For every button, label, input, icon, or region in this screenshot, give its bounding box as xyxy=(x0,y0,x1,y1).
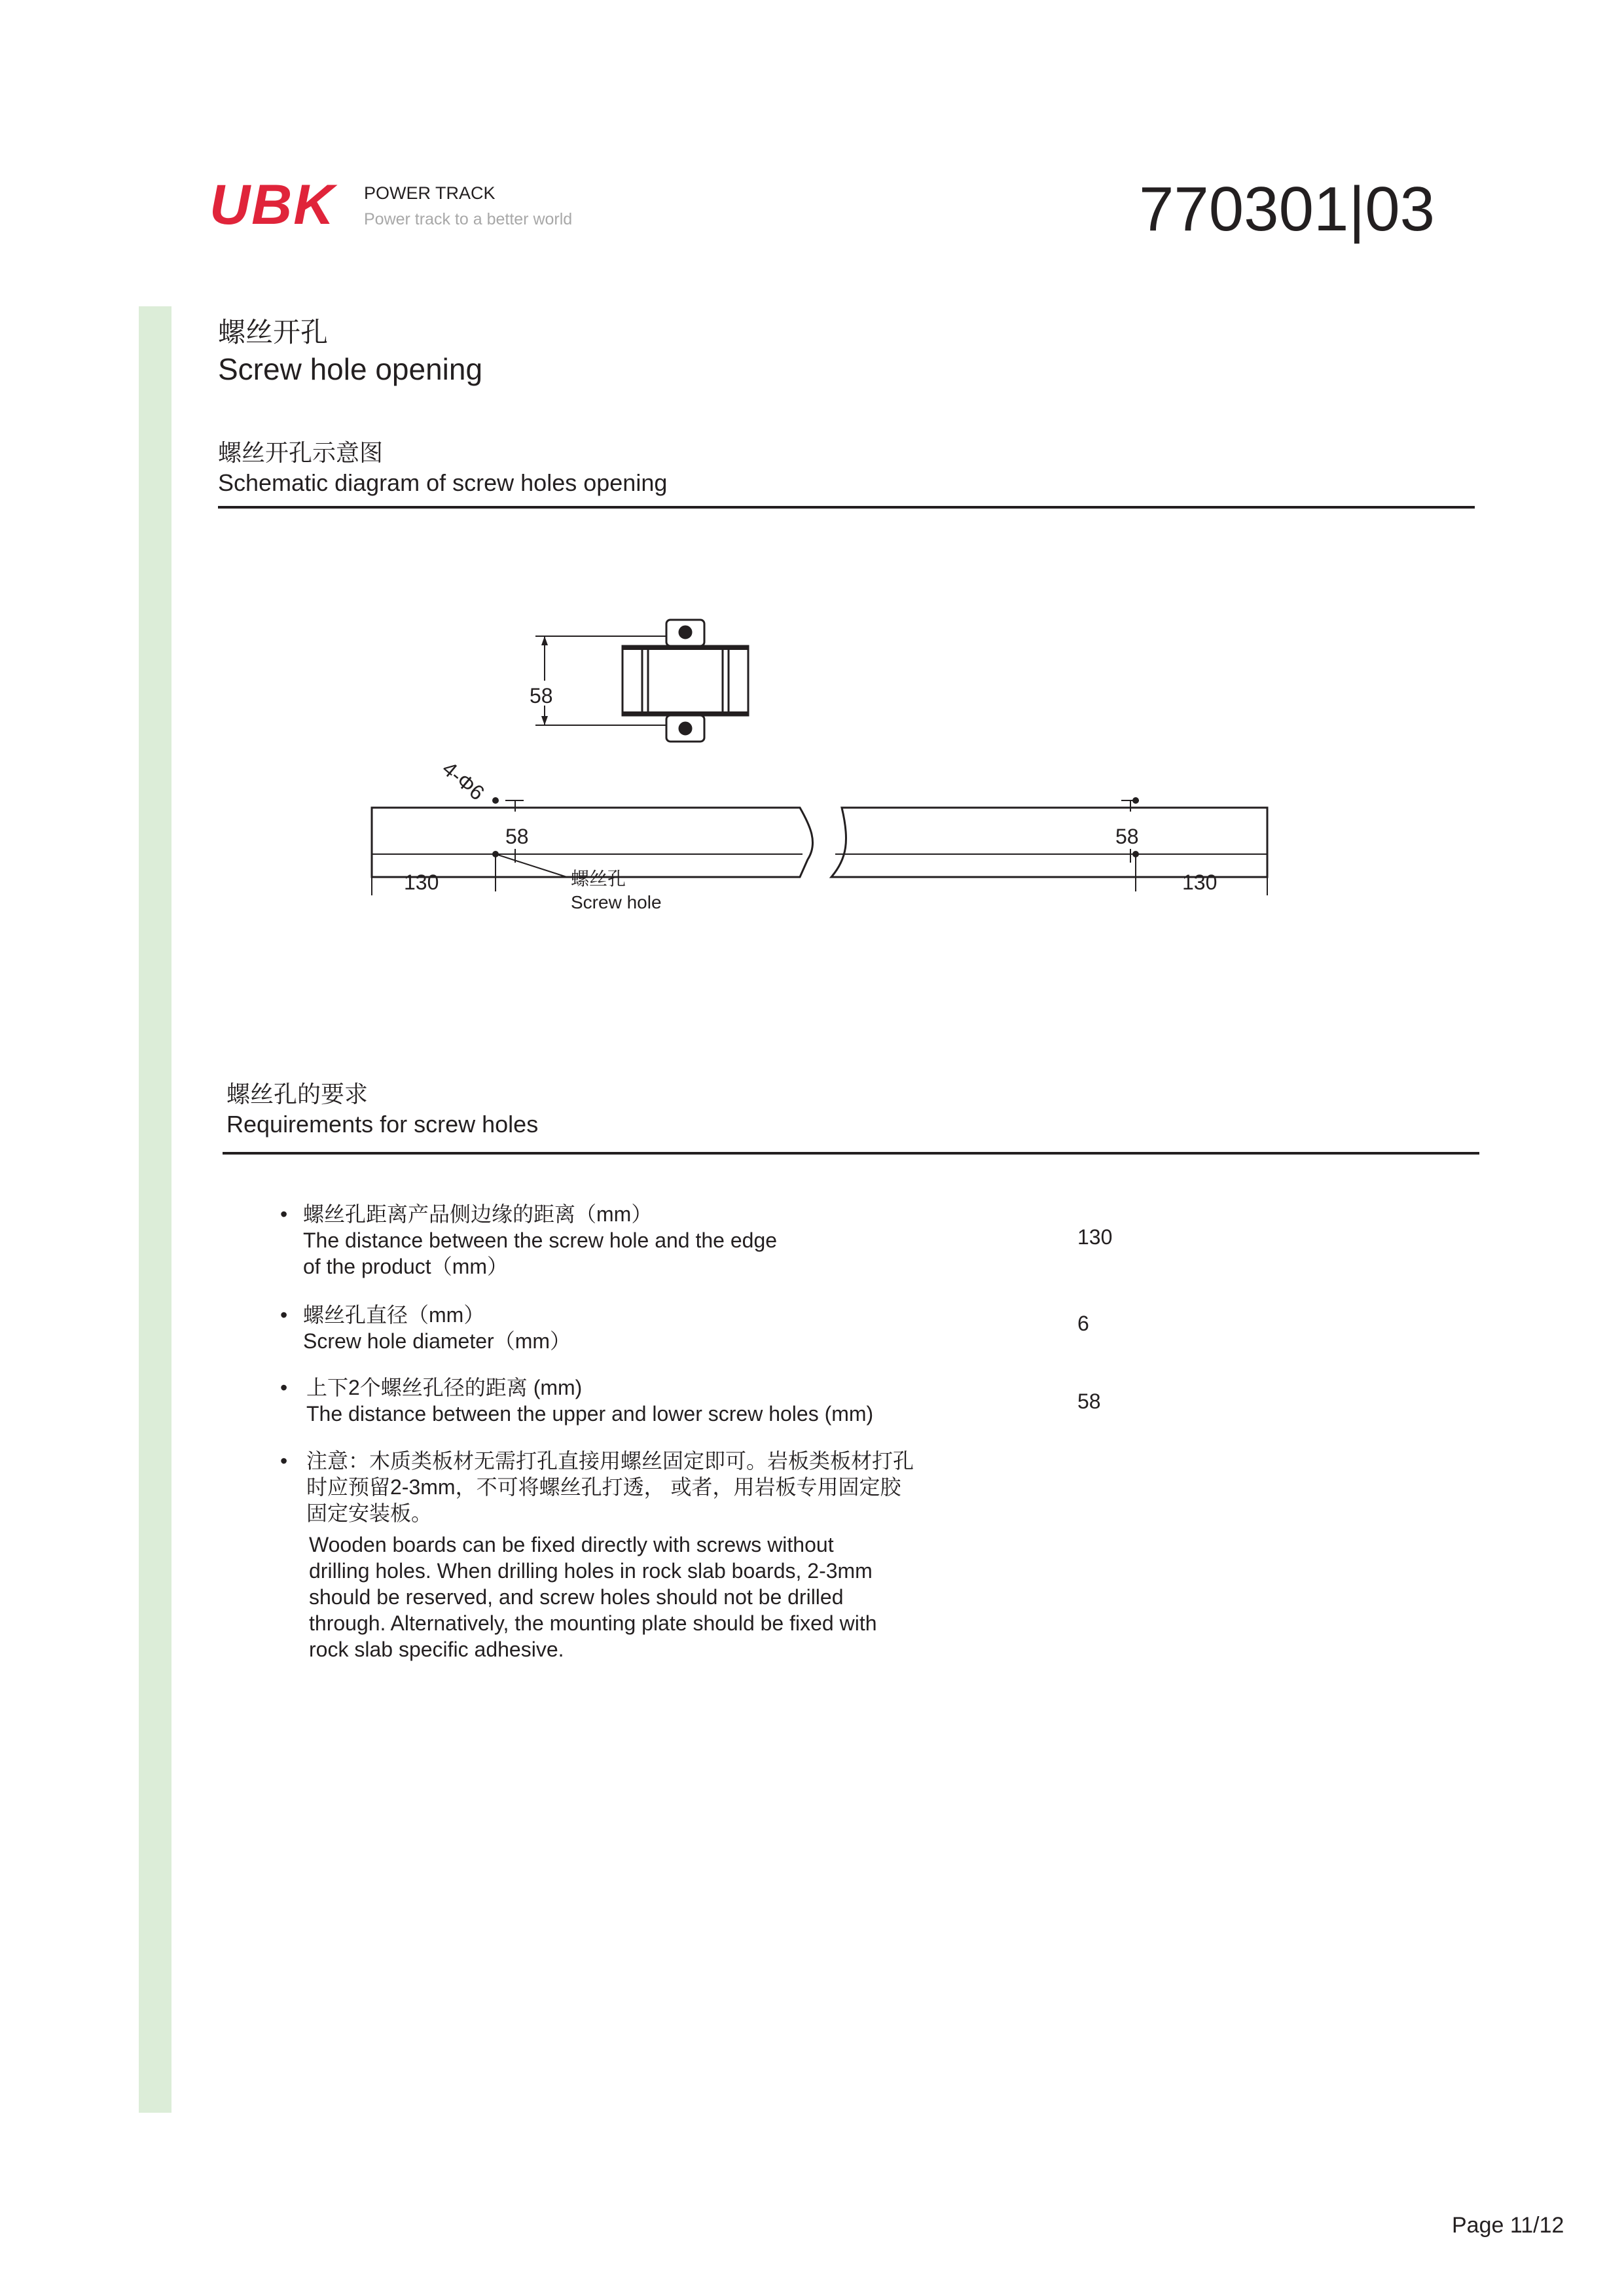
hole-spec-label: 4-Φ6 xyxy=(437,756,490,805)
screw-hole-label-cn: 螺丝孔 xyxy=(571,869,626,889)
note-en-line5: rock slab specific adhesive. xyxy=(309,1638,564,1661)
note-en-line4: through. Alternatively, the mounting plate should be fixed with xyxy=(309,1611,877,1635)
requirement-item-2 xyxy=(303,1302,571,1354)
ubk-logo: UBK xyxy=(209,173,336,236)
requirement-2-value: 6 xyxy=(1077,1312,1089,1335)
requirement-1-value: 130 xyxy=(1077,1225,1113,1249)
right-edge-label: 130 xyxy=(1182,870,1218,894)
diagram-title-en: Schematic diagram of screw holes opening xyxy=(218,469,668,496)
section-title-cn: 螺丝开孔 xyxy=(218,317,329,348)
note-en-line2: drilling holes. When drilling holes in rock slab boards, 2-3mm xyxy=(309,1559,873,1583)
diagram-heading-rule xyxy=(218,506,1475,509)
left-edge-label: 130 xyxy=(404,870,439,894)
requirement-3-value: 58 xyxy=(1077,1390,1101,1413)
screw-hole-schematic xyxy=(0,589,1624,1008)
requirement-item-1 xyxy=(303,1201,777,1280)
side-accent-bar xyxy=(139,306,171,2113)
note-cn-line3: 固定安装板。 xyxy=(306,1501,433,1525)
screw-hole-label-en: Screw hole xyxy=(571,892,662,912)
requirement-1-en-line1: The distance between the screw hole and the edge xyxy=(303,1229,778,1252)
track-left-segment xyxy=(372,808,813,877)
bullet-3: • xyxy=(280,1376,288,1399)
requirement-item-3 xyxy=(306,1374,873,1427)
bullet-1: • xyxy=(280,1202,288,1226)
note-cn-line2: 时应预留2-3mm，不可将螺丝孔打透， 或者，用岩板专用固定胶 xyxy=(306,1475,901,1499)
left-pitch-label: 58 xyxy=(505,825,529,848)
bullet-2: • xyxy=(280,1303,288,1327)
requirements-title-en: Requirements for screw holes xyxy=(226,1111,539,1138)
product-code: 770301|03 xyxy=(1139,174,1435,244)
right-pitch-label: 58 xyxy=(1115,825,1139,848)
requirement-1-cn: 螺丝孔距离产品侧边缘的距离（mm） xyxy=(303,1202,653,1226)
diagram-title-cn: 螺丝开孔示意图 xyxy=(218,439,384,466)
requirement-2-en-line1: Screw hole diameter（mm） xyxy=(303,1329,571,1353)
requirements-heading-rule xyxy=(223,1152,1479,1155)
requirements-title-cn: 螺丝孔的要求 xyxy=(226,1081,369,1107)
requirement-1-en-line2: of the product（mm） xyxy=(303,1255,509,1278)
note-en-block xyxy=(309,1532,877,1662)
note-en-line3: should be reserved, and screw holes should not be drilled xyxy=(309,1585,844,1609)
bullet-4: • xyxy=(280,1449,288,1473)
track-right-segment xyxy=(831,808,1267,877)
top-dimension-label: 58 xyxy=(530,684,553,708)
note-cn-block xyxy=(306,1448,914,1526)
note-cn-line1: 注意：木质类板材无需打孔直接用螺丝固定即可。岩板类板材打孔 xyxy=(306,1449,914,1473)
requirement-3-en-line1: The distance between the upper and lower screw holes (mm) xyxy=(306,1402,874,1426)
bracket-top-hole xyxy=(679,626,691,638)
section-title-en: Screw hole opening xyxy=(218,352,483,386)
brand-tagline: Power track to a better world xyxy=(364,210,573,228)
bracket-bottom-hole xyxy=(679,723,691,734)
requirement-3-cn: 上下2个螺丝孔径的距离 (mm) xyxy=(306,1376,583,1399)
brand-name: POWER TRACK xyxy=(364,183,496,203)
requirement-2-cn: 螺丝孔直径（mm） xyxy=(303,1303,485,1327)
page-number: Page 11/12 xyxy=(1452,2213,1564,2238)
note-en-line1: Wooden boards can be fixed directly with screws without xyxy=(309,1533,834,1556)
